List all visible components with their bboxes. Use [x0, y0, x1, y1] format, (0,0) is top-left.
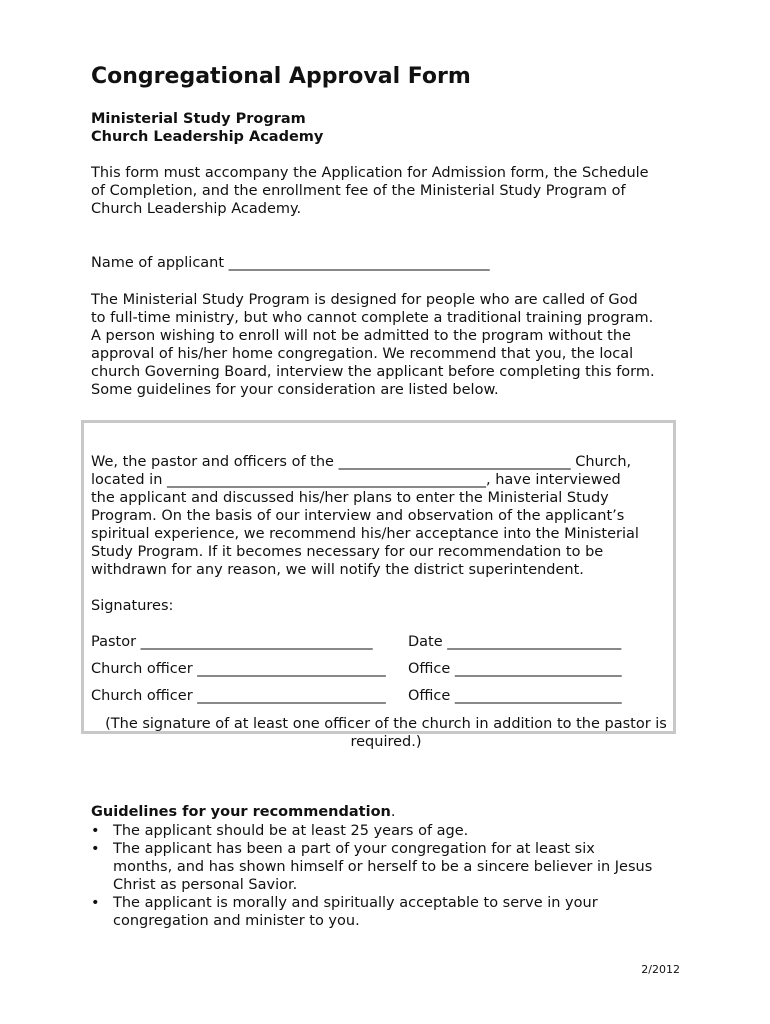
pastor-signature-field[interactable]: Pastor ________________________________	[91, 634, 373, 650]
program-name: Ministerial Study Program	[91, 111, 306, 127]
office-field[interactable]: Office _______________________	[408, 688, 622, 704]
statement-line: Study Program. If it becomes necessary for our recommendation to be	[91, 544, 604, 560]
description-line: approval of his/her home congregation. We recommend that you, the local	[91, 346, 634, 362]
list-item-text: months, and has shown himself or herself to be a sincere believer in Jesus	[113, 859, 653, 875]
office-field[interactable]: Office _______________________	[408, 661, 622, 677]
church-officer-signature-field[interactable]: Church officer __________________________	[91, 688, 386, 704]
intro-line: of Completion, and the enrollment fee of the Ministerial Study Program of	[91, 183, 626, 199]
list-item-text: Christ as personal Savior.	[113, 877, 298, 893]
guidelines-heading	[91, 804, 395, 820]
statement-line: Program. On the basis of our interview and observation of the applicant’s	[91, 508, 625, 524]
signatures-label: Signatures:	[91, 598, 174, 614]
description-line: A person wishing to enroll will not be admitted to the program without the	[91, 328, 631, 344]
description-line: The Ministerial Study Program is designed for people who are called of God	[91, 292, 638, 308]
note-line: (The signature of at least one officer of the church in addition to the pastor is	[105, 716, 667, 732]
list-item	[91, 840, 652, 894]
statement-line: withdrawn for any reason, we will notify the district superintendent.	[91, 562, 584, 578]
revision-date: 2/2012	[641, 963, 680, 976]
list-item-text: The applicant has been a part of your congregation for at least six	[113, 841, 595, 857]
statement-line: We, the pastor and officers of the ________________________________ Church,	[91, 454, 632, 470]
statement-line: the applicant and discussed his/her plans to enter the Ministerial Study	[91, 490, 609, 506]
description-line: to full-time ministry, but who cannot complete a traditional training program.	[91, 310, 654, 326]
date-field[interactable]: Date ________________________	[408, 634, 622, 650]
applicant-name-field[interactable]: Name of applicant ____________________________________	[91, 255, 490, 271]
approval-statement	[91, 453, 639, 579]
intro-paragraph	[91, 164, 649, 218]
church-officer-signature-field[interactable]: Church officer __________________________	[91, 661, 386, 677]
guidelines-list	[91, 822, 652, 930]
description-line: Some guidelines for your consideration are listed below.	[91, 382, 499, 398]
list-item	[91, 822, 652, 840]
academy-name: Church Leadership Academy	[91, 129, 324, 145]
note-line: required.)	[350, 734, 422, 750]
bullet-icon: •	[91, 823, 100, 839]
bullet-icon: •	[91, 841, 100, 857]
list-item-text: congregation and minister to you.	[113, 913, 360, 929]
guidelines-heading-period: .	[390, 804, 396, 820]
statement-line: spiritual experience, we recommend his/her acceptance into the Ministerial	[91, 526, 639, 542]
signature-note	[91, 715, 681, 751]
statement-line: located in ____________________________________________, have interviewed	[91, 472, 621, 488]
intro-line: This form must accompany the Application for Admission form, the Schedule	[91, 165, 649, 181]
list-item-text: The applicant is morally and spiritually acceptable to serve in your	[113, 895, 598, 911]
form-title: Congregational Approval Form	[91, 64, 471, 89]
description-line: church Governing Board, interview the applicant before completing this form.	[91, 364, 655, 380]
description-paragraph	[91, 291, 655, 399]
list-item-text: The applicant should be at least 25 years of age.	[113, 823, 469, 839]
intro-line: Church Leadership Academy.	[91, 201, 302, 217]
guidelines-heading-text: Guidelines for your recommendation	[91, 804, 391, 820]
list-item	[91, 894, 652, 930]
bullet-icon: •	[91, 895, 100, 911]
